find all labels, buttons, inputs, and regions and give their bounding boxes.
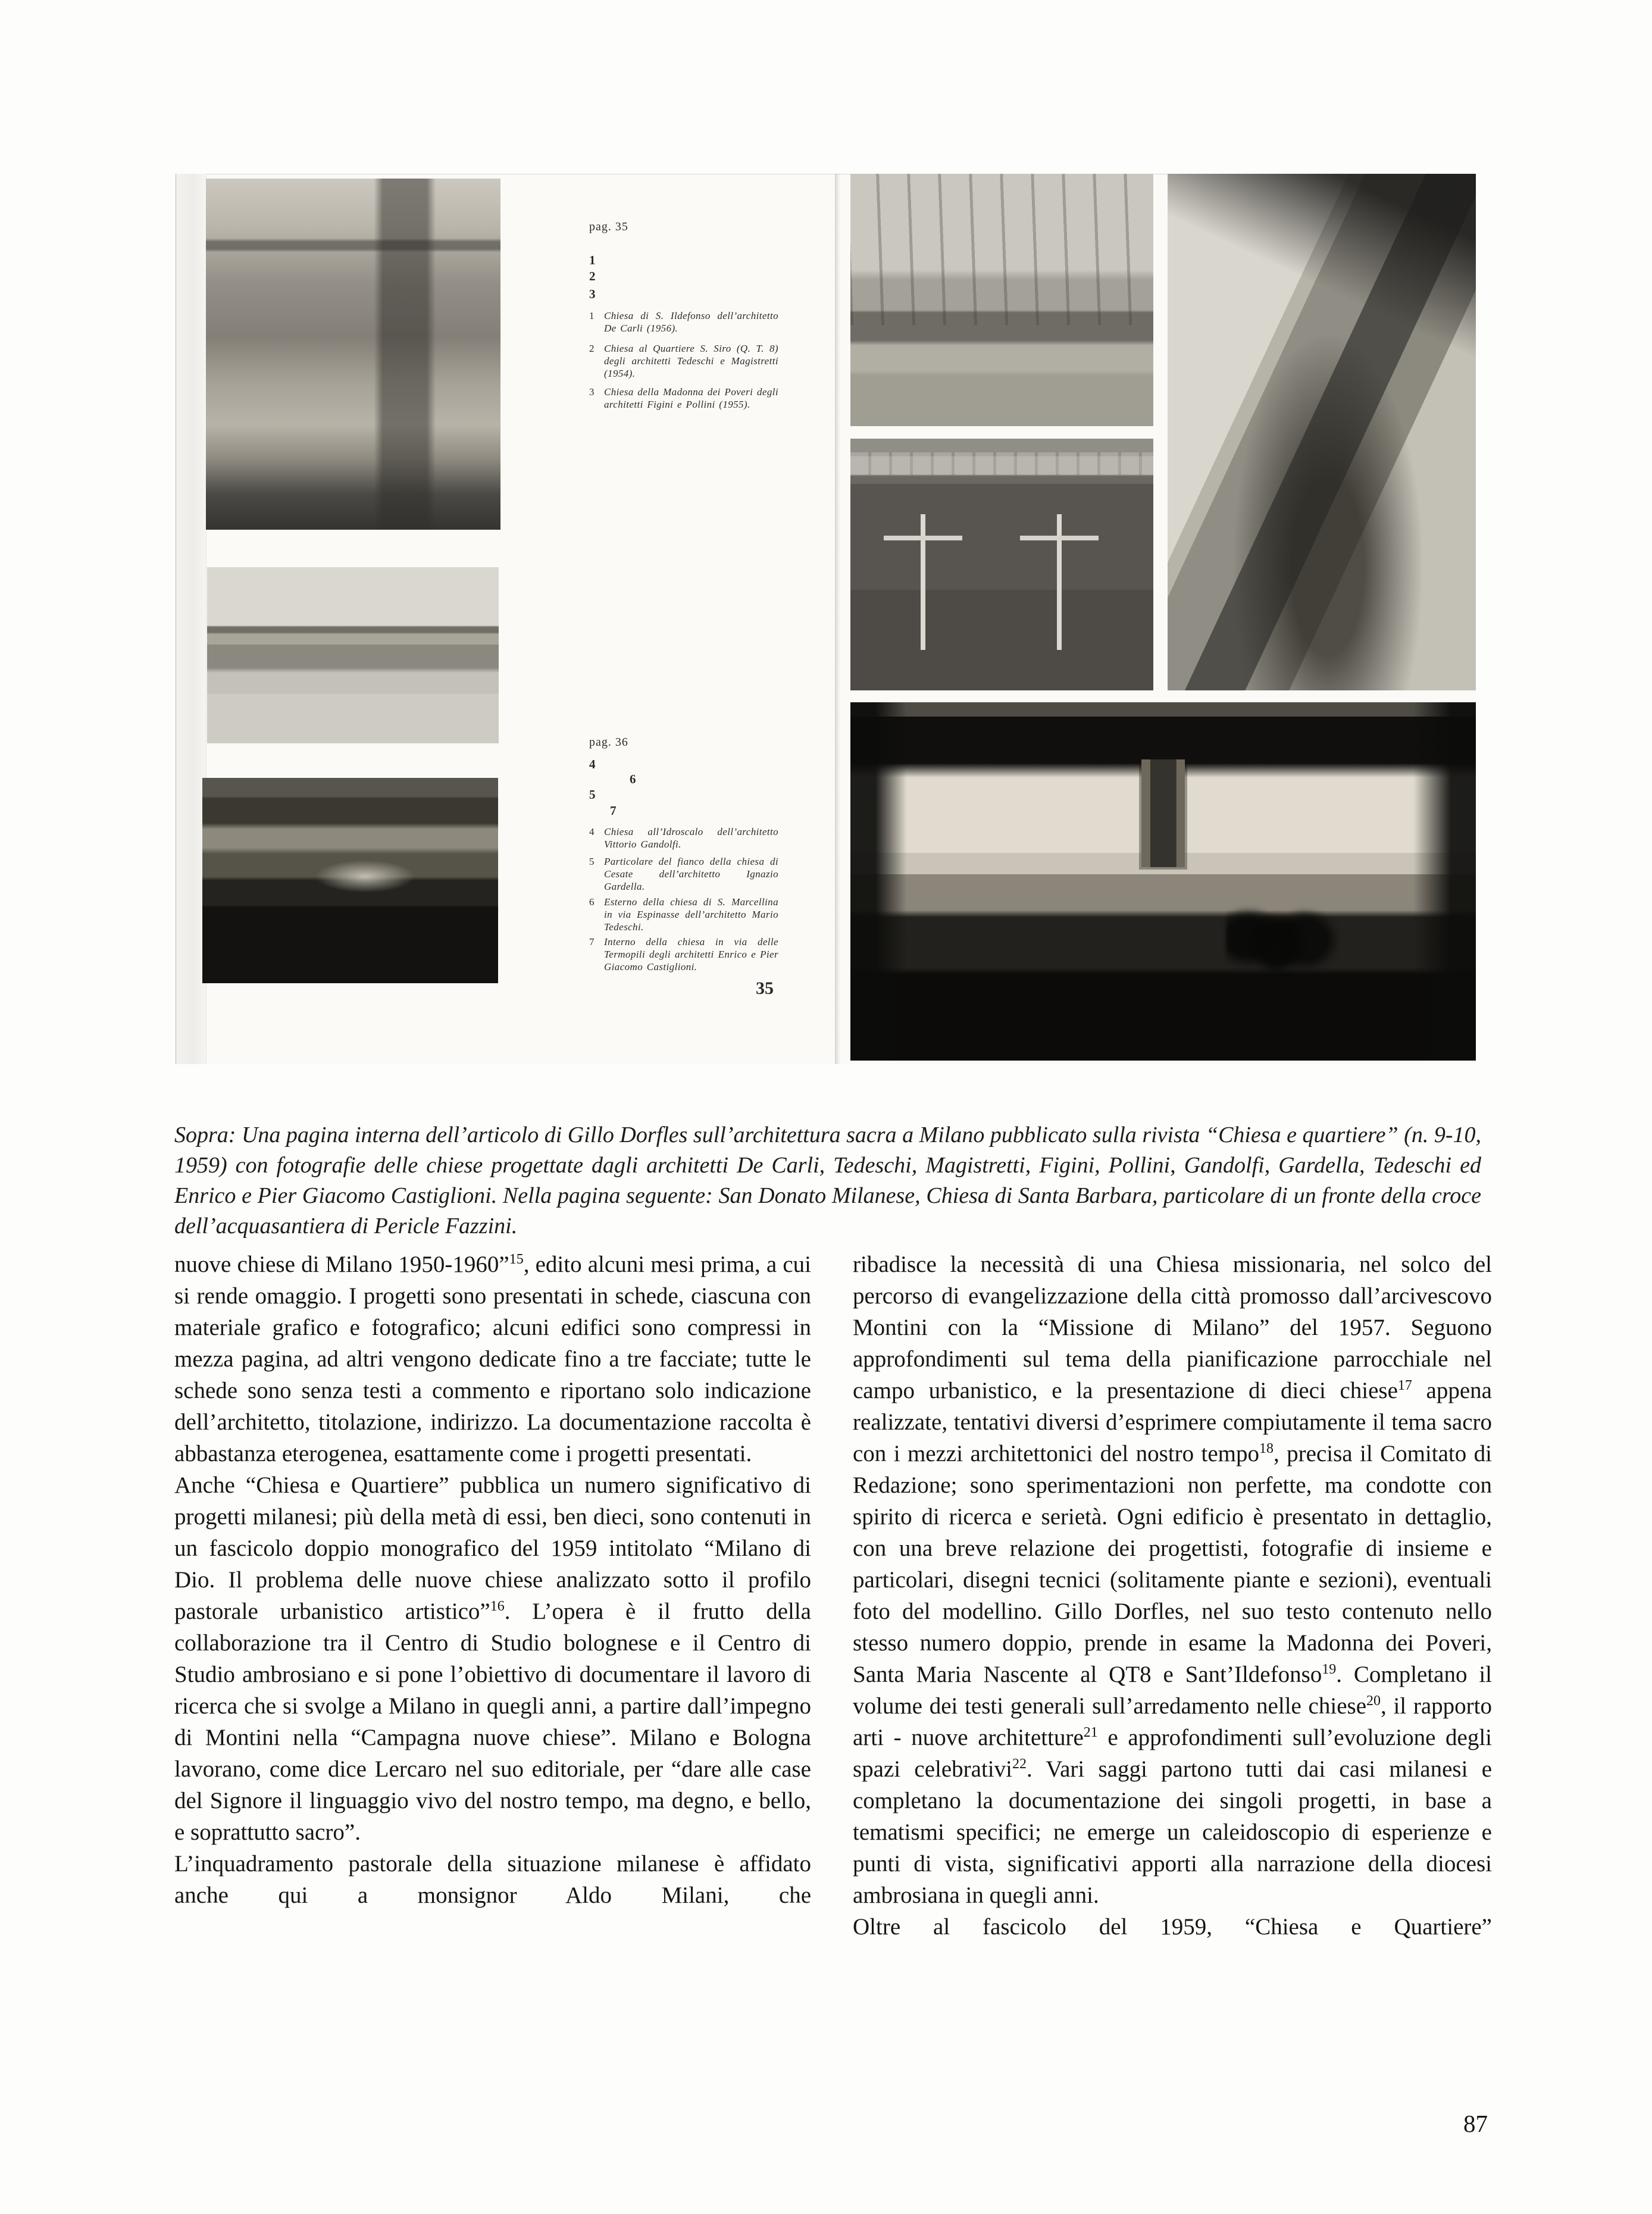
caption-item-text: Chiesa all’Idroscalo dell’architetto Vittorio Gandolfi.	[604, 826, 778, 850]
caption-item-text: Particolare del fianco della chiesa di Cesate dell’architetto Ignazio Gardella.	[604, 856, 778, 892]
paragraph: nuove chiese di Milano 1950-1960”$^{15}$, edito alcuni mesi prima, a cui si rende omaggio. I progetti sono presentati in schede, ciascuna con materiale grafico e fotografico; alcuni edifici sono compressi in mezza pagina, ad altri vengono dedicate fino a tre facciate; tutte le schede sono senza testi a commento e riportano solo indicazione dell’architetto, titolazione, indirizzo. La documentazione raccolta è abbastanza eterogenea, esattamente come i progetti presentati.	[174, 1252, 811, 1466]
caption-item-number: 2	[589, 343, 595, 354]
photo-6-s-marcellina-aerial	[1168, 174, 1476, 690]
plate-caption: Sopra: Una pagina interna dell’articolo di Gillo Dorfles sull’architettura sacra a Milano pubblicato sulla rivista “Chiesa e quartiere” (n. 9-10, 1959) con fotografie delle chiese progettate dagli architetti De Carli, Tedeschi, Magistretti, Figini, Pollini, Gandolfi, Gardella, Tedeschi ed Enrico e Pier Giacomo Castiglioni. Nella pagina seguente: San Donato Milanese, Chiesa di Santa Barbara, particolare di un fronte della croce dell’acquasantiera di Pericle Fazzini.	[174, 1122, 1481, 1239]
figure-number-5: 5	[589, 787, 596, 802]
spread-fold-line	[835, 174, 840, 1064]
paragraph: ribadisce la necessità di una Chiesa missionaria, nel solco del percorso di evangelizzazione della città promosso dall’arcivescovo Montini con la “Missione di Milano” del 1957. Seguono approfondimenti sul tema della pianificazione parrocchiale nel campo urbanistico, e la presentazione di dieci chiese$^{17}$ appena realizzate, tentativi diversi d’esprimere compiutamente il tema sacro con i mezzi architettonici del nostro tempo$^{18}$, precisa il Comitato di Redazione; sono sperimentazioni non perfette, ma condotte con spirito di ricerca e serietà. Ogni edificio è presentato in dettaglio, con una breve relazione dei progettisti, fotografie di insieme e particolari, disegni tecnici (solitamente piante e sezioni), eventuali foto del modellino. Gillo Dorfles, nel suo testo contenuto nello stesso numero doppio, prende in esame la Madonna dei Poveri, Santa Maria Nascente al QT8 e Sant’Ildefonso$^{19}$. Completano il volume dei testi generali sull’arredamento nelle chiese$^{20}$, il rapporto arti - nuove architetture$^{21}$ e approfondimenti sull’evoluzione degli spazi celebrativi$^{22}$. Vari saggi partono tutti dai casi milanesi e completano la documentazione dei singoli progetti, in base a tematismi specifici; ne emerge un caleidoscopio di esperienze e punti di vista, significativi apporti alla narrazione della diocesi ambrosiana in quegli anni.	[853, 1252, 1493, 1908]
people-silhouettes	[1226, 889, 1338, 1011]
caption-item-text: Esterno della chiesa di S. Marcellina in via Espinasse dell’architetto Mario Tedeschi.	[604, 896, 778, 933]
caption-item-2	[589, 342, 778, 380]
caption-item-text: Chiesa della Madonna dei Poveri degli architetti Figini e Pollini (1955).	[604, 386, 778, 410]
paragraph: Oltre al fascicolo del 1959, “Chiesa e Quartiere”	[853, 1914, 1492, 1940]
cross-shape	[1020, 514, 1099, 650]
magazine-page-ref-36: pag. 36	[589, 736, 628, 749]
magazine-spread-reproduction	[176, 174, 1476, 1064]
caption-item-text: Chiesa di S. Ildefonso dell’architetto De Carli (1956).	[604, 310, 778, 334]
caption-item-number: 7	[589, 936, 595, 947]
page-number: 87	[1463, 2110, 1488, 2137]
magazine-folio-35: 35	[756, 978, 774, 998]
photo-4-chiesa-idroscalo-trees	[850, 174, 1153, 426]
caption-item-1	[589, 309, 778, 334]
caption-item-6	[589, 896, 778, 933]
altar-highlight	[315, 860, 415, 893]
altar-retable	[1141, 759, 1185, 867]
photo-5-cesate-brick-flank	[850, 439, 1153, 690]
body-column-left	[174, 1249, 811, 1911]
caption-item-3	[589, 386, 778, 411]
photo-1-sant-ildefonso-interior	[206, 179, 500, 530]
figure-number-6: 6	[630, 772, 636, 786]
magazine-page-ref-35: pag. 35	[589, 220, 628, 233]
caption-item-number: 4	[589, 826, 595, 837]
caption-item-number: 5	[589, 856, 595, 867]
photo-7-via-termopili-interior	[850, 702, 1476, 1061]
body-column-right	[853, 1249, 1492, 1943]
caption-item-number: 1	[589, 310, 595, 321]
caption-item-4	[589, 825, 778, 850]
caption-item-text: Chiesa al Quartiere S. Siro (Q. T. 8) degli architetti Tedeschi e Magistretti (1954).	[604, 343, 778, 379]
figure-number-4: 4	[589, 757, 596, 771]
caption-item-7	[589, 936, 778, 973]
photo-2-quartiere-s-siro-exterior	[207, 567, 499, 743]
paragraph: Anche “Chiesa e Quartiere” pubblica un numero significativo di progetti milanesi; più della metà di essi, ben dieci, sono contenuti in un fascicolo doppio monografico del 1959 intitolato “Milano di Dio. Il problema delle nuove chiese analizzato sotto il profilo pastorale urbanistico artistico”$^{16}$. L’opera è il frutto della collaborazione tra il Centro di Studio bolognese e il Centro di Studio ambrosiano e si pone l’obiettivo di documentare il lavoro di ricerca che si svolge a Milano in quegli anni, a partire dall’impegno di Montini nella “Campagna nuove chiese”. Milano e Bologna lavorano, come dice Lercaro nel suo editoriale, per “dare alle case del Signore il linguaggio vivo del nostro tempo, ma degno, e bello, e soprattutto sacro”.	[174, 1472, 811, 1845]
figure-number-3: 3	[589, 287, 596, 301]
caption-item-number: 6	[589, 896, 595, 908]
figure-number-1: 1	[589, 253, 596, 267]
caption-item-text: Interno della chiesa in via delle Termopili degli architetti Enrico e Pier Giacomo Castiglioni.	[604, 936, 778, 972]
cross-shape	[884, 514, 962, 650]
caption-item-5	[589, 855, 778, 893]
caption-item-number: 3	[589, 386, 595, 398]
photo-3-madonna-dei-poveri-interior	[202, 778, 498, 983]
paragraph: L’inquadramento pastorale della situazione milanese è affidato anche qui a monsignor Aldo Milani, che	[174, 1851, 811, 1908]
figure-number-7: 7	[610, 803, 617, 818]
figure-number-2: 2	[589, 269, 596, 283]
